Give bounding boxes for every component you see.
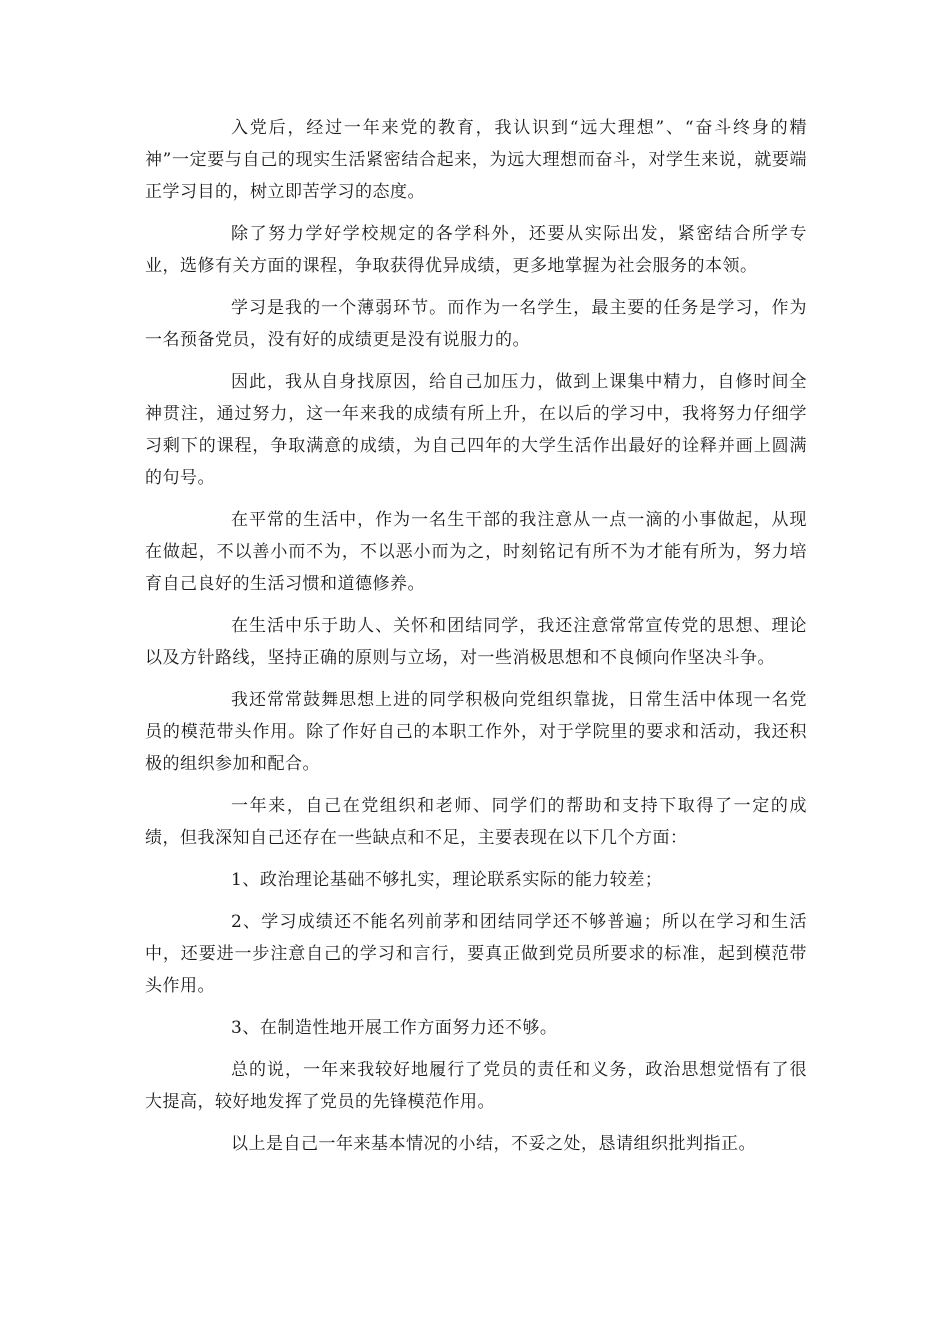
list-item-3: 3、在制造性地开展工作方面努力还不够。 [231,1018,558,1038]
list-item-1: 1、政治理论基础不够扎实，理论联系实际的能力较差； [231,870,663,890]
paragraph-6: 在生活中乐于助人、关怀和团结同学，我还注意常常宣传党的思想、理论以及方针路线，坚持正确的原则与立场，对一些消极思想和不良倾向作坚决斗争。 [145,616,807,668]
paragraph-8: 一年来，自己在党组织和老师、同学们的帮助和支持下取得了一定的成绩，但我深知自己还存在一些缺点和不足，主要表现在以下几个方面： [145,796,807,848]
paragraph-5: 在平常的生活中，作为一名生干部的我注意从一点一滴的小事做起，从现在做起，不以善小而不为，不以恶小而为之，时刻铭记有所不为才能有所为，努力培育自己良好的生活习惯和道德修养。 [145,510,807,594]
paragraph-4: 因此，我从自身找原因，给自己加压力，做到上课集中精力，自修时间全神贯注，通过努力，这一年来我的成绩有所上升，在以后的学习中，我将努力仔细学习剩下的课程，争取满意的成绩，为自己四年的大学生活作出最好的诠释并画上圆满的句号。 [145,372,807,488]
paragraph-2: 除了努力学好学校规定的各学科外，还要从实际出发，紧密结合所学专业，选修有关方面的课程，争取获得优异成绩，更多地掌握为社会服务的本领。 [145,224,807,276]
paragraph-7: 我还常常鼓舞思想上进的同学积极向党组织靠拢，日常生活中体现一名党员的模范带头作用。除了作好自己的本职工作外，对于学院里的要求和活动，我还积极的组织参加和配合。 [145,690,807,774]
paragraph-3: 学习是我的一个薄弱环节。而作为一名学生，最主要的任务是学习，作为一名预备党员，没有好的成绩更是没有说服力的。 [145,298,807,350]
paragraph-closing: 以上是自己一年来基本情况的小结，不妥之处，恳请组织批判指正。 [231,1134,756,1154]
paragraph-1: 入党后，经过一年来党的教育，我认识到“远大理想”、“奋斗终身的精神”一定要与自己的现实生活紧密结合起来，为远大理想而奋斗，对学生来说，就要端正学习目的，树立即苦学习的态度。 [145,118,807,202]
document-body [145,112,807,1170]
paragraph-summary: 总的说，一年来我较好地履行了党员的责任和义务，政治思想觉悟有了很大提高，较好地发挥了党员的先锋模范作用。 [145,1060,807,1112]
list-item-2: 2、学习成绩还不能名列前茅和团结同学还不够普遍；所以在学习和生活中，还要进一步注意自己的学习和言行，要真正做到党员所要求的标准，起到模范带头作用。 [145,912,807,996]
